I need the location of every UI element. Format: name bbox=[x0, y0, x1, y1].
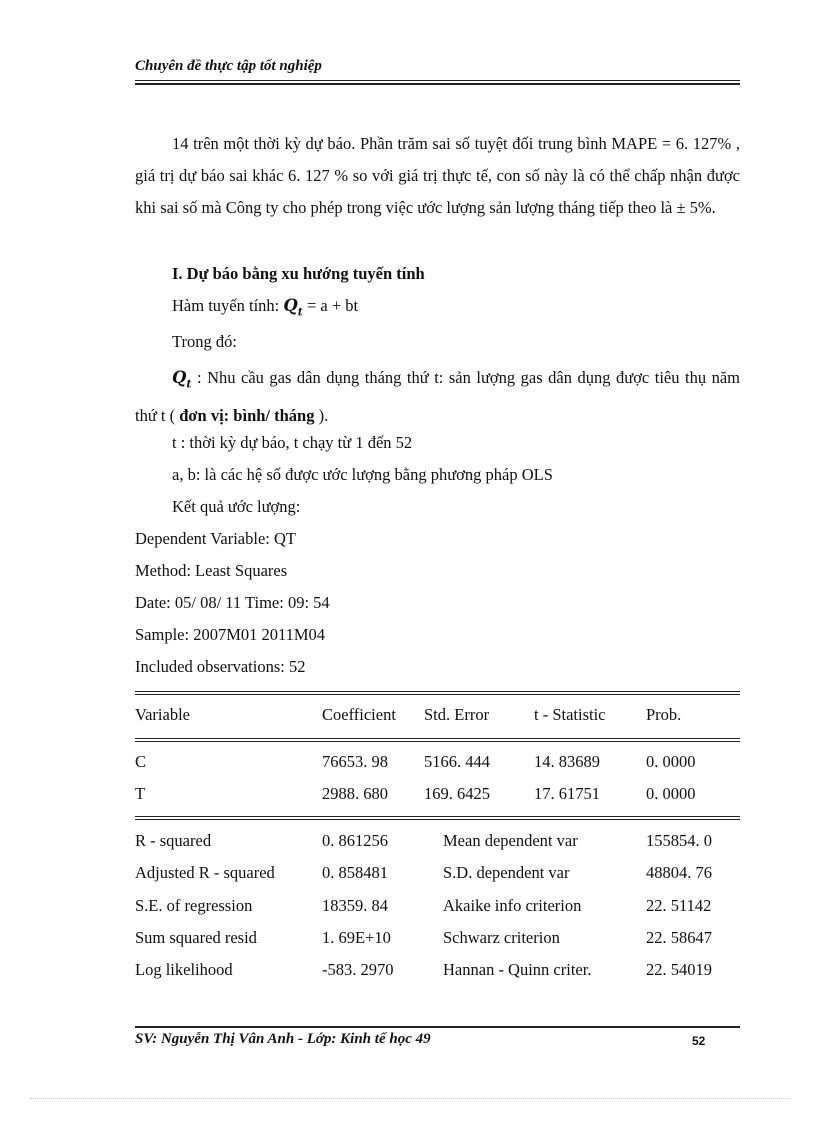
stat-label: Log likelihood bbox=[135, 960, 233, 979]
qt-symbol: $Q_t$ bbox=[283, 296, 303, 319]
results-label: Kết quả ước lượng: bbox=[172, 497, 301, 516]
stat-label: S.E. of regression bbox=[135, 896, 253, 915]
t-description: t : thời kỳ dự báo, t chạy từ 1 đến 52 bbox=[172, 433, 413, 452]
stat-value: 155854. 0 bbox=[646, 831, 712, 850]
where-label: Trong đó: bbox=[172, 332, 237, 351]
stat-label: Adjusted R - squared bbox=[135, 863, 275, 882]
page-number: 52 bbox=[692, 1034, 706, 1048]
stat-label: Sum squared resid bbox=[135, 928, 257, 947]
table-cell: 76653. 98 bbox=[322, 752, 388, 771]
stat-value: 22. 58647 bbox=[646, 928, 712, 947]
qt-description: $Q_t$ : Nhu cầu gas dân dụng tháng thứ t: sản lượng gas dân dụng được tiêu thụ năm thứ t ( đơn vị: bình/ tháng ). bbox=[135, 368, 740, 426]
header-rule-bottom bbox=[135, 83, 740, 85]
stat-label: Akaike info criterion bbox=[443, 896, 582, 915]
table-cell: 2988. 680 bbox=[322, 784, 388, 803]
stat-value: 22. 51142 bbox=[646, 896, 712, 915]
column-header: Variable bbox=[135, 705, 190, 724]
ab-description: a, b: là các hệ số được ước lượng bằng phương pháp OLS bbox=[172, 465, 553, 484]
intro-paragraph: 14 trên một thời kỳ dự báo. Phần trăm sai số tuyệt đối trung bình MAPE = 6. 127% , giá trị dự báo sai khác 6. 127 % so với giá trị thực tế, con số này là có thể chấp nhận được khi sai số mà Công ty cho phép trong việc ước lượng sản lượng tháng tiếp theo là ± 5%. bbox=[135, 134, 740, 217]
column-header: Prob. bbox=[646, 705, 682, 724]
stat-label: Mean dependent var bbox=[443, 831, 578, 850]
sample: Sample: 2007M01 2011M04 bbox=[135, 625, 326, 644]
stat-value: 1. 69E+10 bbox=[322, 928, 391, 947]
footer-rule bbox=[135, 1026, 740, 1028]
qt-symbol-2: $Q_t$ bbox=[172, 368, 192, 391]
stat-label: S.D. dependent var bbox=[443, 863, 570, 882]
stat-value: 18359. 84 bbox=[322, 896, 388, 915]
table-cell: 17. 61751 bbox=[534, 784, 600, 803]
stat-value: -583. 2970 bbox=[322, 960, 394, 979]
footer-student: SV: Nguyễn Thị Vân Anh - Lớp: Kinh tế học 49 bbox=[135, 1031, 431, 1047]
stat-label: R - squared bbox=[135, 831, 212, 850]
table-cell: 169. 6425 bbox=[424, 784, 490, 803]
page-edge-divider bbox=[30, 1098, 790, 1099]
header-rule-top bbox=[135, 80, 740, 81]
stat-value: 22. 54019 bbox=[646, 960, 712, 979]
dependent-variable: Dependent Variable: QT bbox=[135, 529, 296, 548]
date-time: Date: 05/ 08/ 11 Time: 09: 54 bbox=[135, 593, 330, 612]
table-cell: 5166. 444 bbox=[424, 752, 490, 771]
linear-function-line: Hàm tuyến tính: $Q_t = a$ + bt bbox=[172, 296, 359, 319]
table-cell: 0. 0000 bbox=[646, 784, 696, 803]
table-cell: 14. 83689 bbox=[534, 752, 600, 771]
column-header: t - Statistic bbox=[534, 705, 606, 724]
stat-label: Hannan - Quinn criter. bbox=[443, 960, 592, 979]
stat-value: 48804. 76 bbox=[646, 863, 712, 882]
observations: Included observations: 52 bbox=[135, 657, 306, 676]
column-header: Std. Error bbox=[424, 705, 490, 724]
column-header: Coefficient bbox=[322, 705, 396, 724]
section-heading: I. Dự báo bằng xu hướng tuyến tính bbox=[172, 264, 425, 283]
header-title: Chuyên đề thực tập tốt nghiệp bbox=[135, 58, 322, 74]
table-cell: C bbox=[135, 752, 147, 771]
table-cell: 0. 0000 bbox=[646, 752, 696, 771]
stat-value: 0. 858481 bbox=[322, 863, 388, 882]
method: Method: Least Squares bbox=[135, 561, 288, 580]
stat-label: Schwarz criterion bbox=[443, 928, 560, 947]
table-cell: T bbox=[135, 784, 146, 803]
stat-value: 0. 861256 bbox=[322, 831, 388, 850]
